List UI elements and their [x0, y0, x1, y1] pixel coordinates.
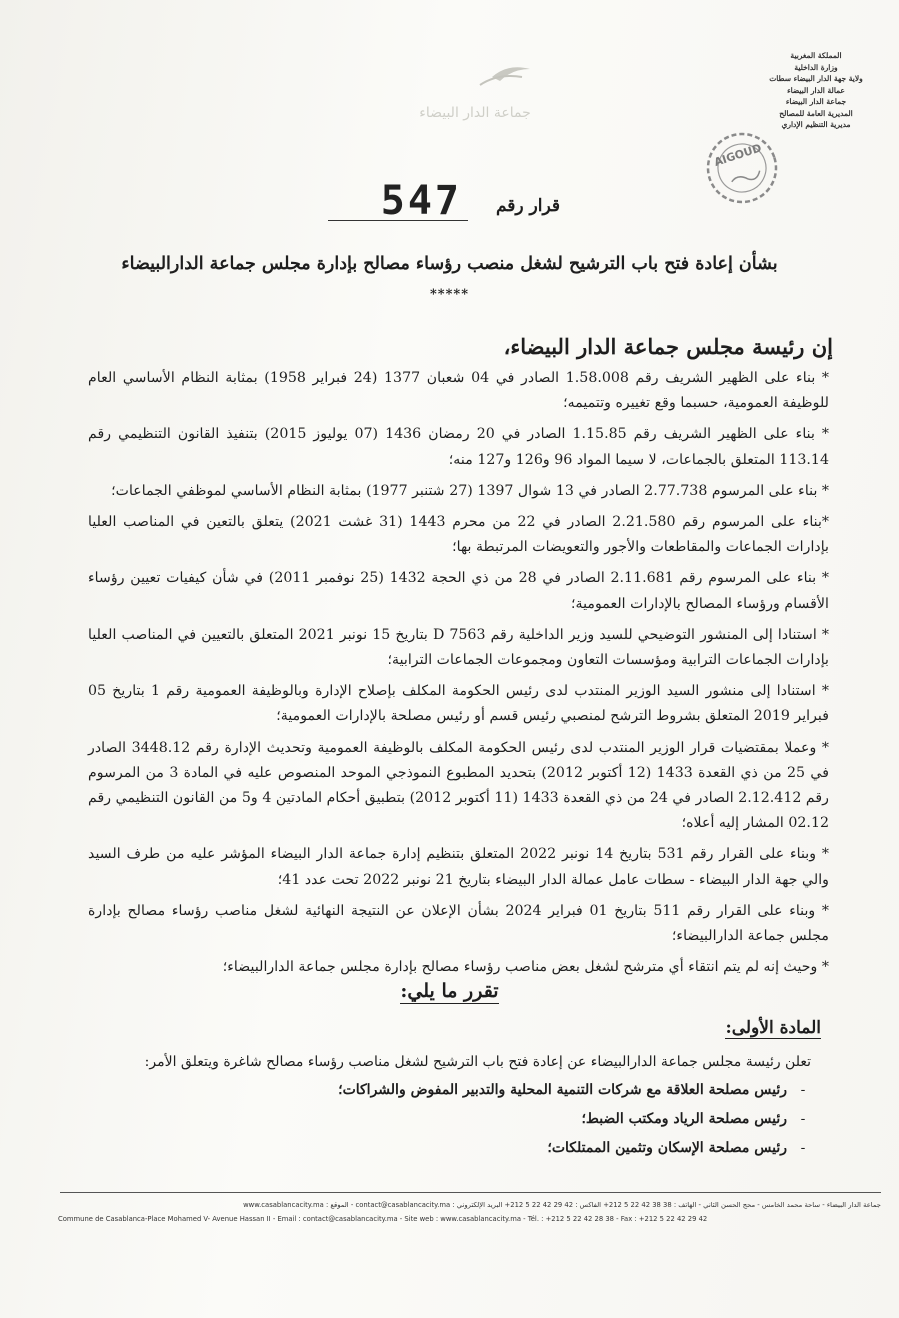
decision-header	[320, 178, 560, 232]
preamble-clause: * وبناء على القرار رقم 511 بتاريخ 01 فبراير 2024 بشأن الإعلان عن النتيجة النهائية لشغل مناصب رؤساء مصالح بإدارة مجلس جماعة الدارالبيضاء؛	[88, 902, 830, 945]
list-dash: -	[800, 1111, 806, 1127]
post-title: رئيس مصلحة العلاقة مع شركات التنمية المحلية والتدبير المفوض والشراكات؛	[338, 1082, 787, 1098]
letterhead-line: عمالة الدار البيضاء	[787, 85, 845, 95]
authority-heading: إن رئيسة مجلس جماعة الدار البيضاء،	[503, 334, 833, 359]
list-item	[338, 1105, 819, 1134]
letterhead-line: مديرية التنظيم الإداري	[781, 120, 851, 129]
preamble-clause: * استنادا إلى المنشور التوضيحي للسيد وزير الداخلية رقم D 7563 بتاريخ 15 نونبر 2021 المتعلق بالتعيين في المناصب العليا بإدارات الجماعات الترابية ومؤسسات التعاون ومجموعات الجماعات الترابية؛	[88, 626, 830, 669]
post-title: رئيس مصلحة الرياد ومكتب الضبط؛	[581, 1111, 787, 1127]
logo-text: جماعة الدار البيضاء	[419, 105, 531, 121]
resolution-heading	[0, 980, 899, 1002]
list-dash: -	[800, 1140, 806, 1156]
list-item	[338, 1076, 819, 1105]
letterhead-line: جماعة الدار البيضاء	[785, 97, 847, 106]
city-logo-icon	[380, 55, 570, 135]
preamble-clauses	[88, 366, 829, 986]
letterhead-line: المديرية العامة للمصالح	[779, 108, 853, 118]
list-item	[338, 1134, 819, 1163]
decision-underline	[328, 220, 468, 221]
list-dash: -	[800, 1082, 806, 1098]
vacant-posts-list	[338, 1076, 819, 1163]
decision-label: قرار رقم	[495, 196, 560, 216]
preamble-clause: * وبناء على القرار رقم 531 بتاريخ 14 نونبر 2022 المتعلق بتنظيم إدارة جماعة الدار البيضاء المؤشر عليه من طرف السيد والي جهة الدار البيضاء - سطات عامل عمالة الدار البيضاء بتاريخ 21 نونبر 2022 تحت عدد 41؛	[88, 846, 830, 888]
preamble-clause: * بناء على الظهير الشريف رقم 1.15.85 الصادر في 20 رمضان 1436 (07 يوليوز 2015) بتنفيذ القانون التنظيمي رقم 113.14 المتعلق بالجماعات، لا سيما المواد 96 و126 و127 منه؛	[88, 426, 829, 468]
separator: *****	[430, 287, 469, 302]
resolution-text: تقرر ما يلي:	[400, 980, 499, 1002]
preamble-clause: *بناء على المرسوم رقم 2.21.580 الصادر في 22 من محرم 1443 (31 غشت 2021) يتعلق بالتعين في المناصب العليا بإدارات الجماعات والمقاطعات والأجور والتعويضات المرتبطة بها؛	[88, 514, 829, 556]
article-title: المادة الأولى:	[725, 1018, 821, 1038]
article-intro: تعلن رئيسة مجلس جماعة الدارالبيضاء عن إعادة فتح باب الترشيح لشغل مناصب رؤساء مصالح شاغرة ويتعلق الأمر:	[144, 1054, 811, 1070]
letterhead-line: المملكة المغربية	[790, 51, 842, 60]
decision-number: 547	[380, 178, 462, 224]
preamble-clause: * استنادا إلى منشور السيد الوزير المنتدب لدى رئيس الحكومة المكلف بإصلاح الإدارة وبالوظيفة العمومية رقم 1 بتاريخ 05 فبراير 2019 المتعلق بشروط الترشح لمنصبي رئيس قسم أو رئيس مصلحة بالإدارات العمومية؛	[88, 683, 830, 725]
letterhead	[751, 50, 881, 131]
document-subject: بشأن إعادة فتح باب الترشيح لشغل منصب رؤساء مصالح بإدارة مجلس جماعة الدارالبيضاء	[121, 254, 778, 274]
footer	[58, 1198, 881, 1226]
preamble-clause: * وعملا بمقتضيات قرار الوزير المنتدب لدى رئيس الحكومة المكلف بالوظيفة العمومية وتحديث الإدارة رقم 3448.12 الصادر في 25 من ذي القعدة 1433 (12 أكتوبر 2012) بتحديد المطبوع النموذجي الموحد المنصوص عليه في المادة 3 من المرسوم رقم 2.12.412 الصادر في 24 من ذي القعدة 1433 (11 أكتوبر 2012) بتطبيق أحكام المادتين 4 و5 من القانون التنظيمي رقم 02.12 المشار إليه أعلاه؛	[88, 739, 830, 832]
preamble-clause: * بناء على الظهير الشريف رقم 1.58.008 الصادر في 04 شعبان 1377 (24 فبراير 1958) بمثابة النظام الأساسي العام للوظيفة العمومية، حسبما وقع تغييره وتتميمه؛	[88, 370, 829, 412]
letterhead-line: ولاية جهة الدار البيضاء سطات	[769, 74, 863, 83]
footer-arabic: جماعة الدار البيضاء - ساحة محمد الخامس - محج الحسن الثاني - الهاتف : 38 38 42 22 5 212+ الفاكس : 42 29 42 22 5 212+ البريد الإلكتروني : contact@casablancacity.ma - الموقع : www.casablancacity.ma	[243, 1201, 881, 1209]
footer-divider	[60, 1192, 881, 1193]
stamp-icon	[692, 118, 793, 219]
post-title: رئيس مصلحة الإسكان وتثمين الممتلكات؛	[547, 1140, 787, 1156]
city-logo	[380, 55, 570, 135]
stamp-text: AIGOUD	[712, 141, 764, 169]
footer-french: Commune de Casablanca-Place Mohamed V- Avenue Hassan II - Email : contact@casablancacity.ma - Site web : www.casablancacity.ma - Tél. : +212 5 22 42 28 38 - Fax : +212 5 22 42 29 42	[58, 1215, 708, 1223]
preamble-clause: * وحيث إنه لم يتم انتقاء أي مترشح لشغل بعض مناصب رؤساء مصالح بإدارة مجلس جماعة الدارالبيضاء؛	[222, 959, 829, 976]
preamble-clause: * بناء على المرسوم رقم 2.11.681 الصادر في 28 من ذي الحجة 1432 (25 نوفمبر 2011) في شأن كيفيات تعيين رؤساء الأقسام ورؤساء المصالح بالإدارات العمومية؛	[88, 570, 829, 612]
preamble-clause: * بناء على المرسوم 2.77.738 الصادر في 13 شوال 1397 (27 شتنبر 1977) بمثابة النظام الأساسي لموظفي الجماعات؛	[111, 482, 829, 499]
letterhead-line: وزارة الداخلية	[794, 62, 838, 72]
stamp	[692, 118, 793, 219]
